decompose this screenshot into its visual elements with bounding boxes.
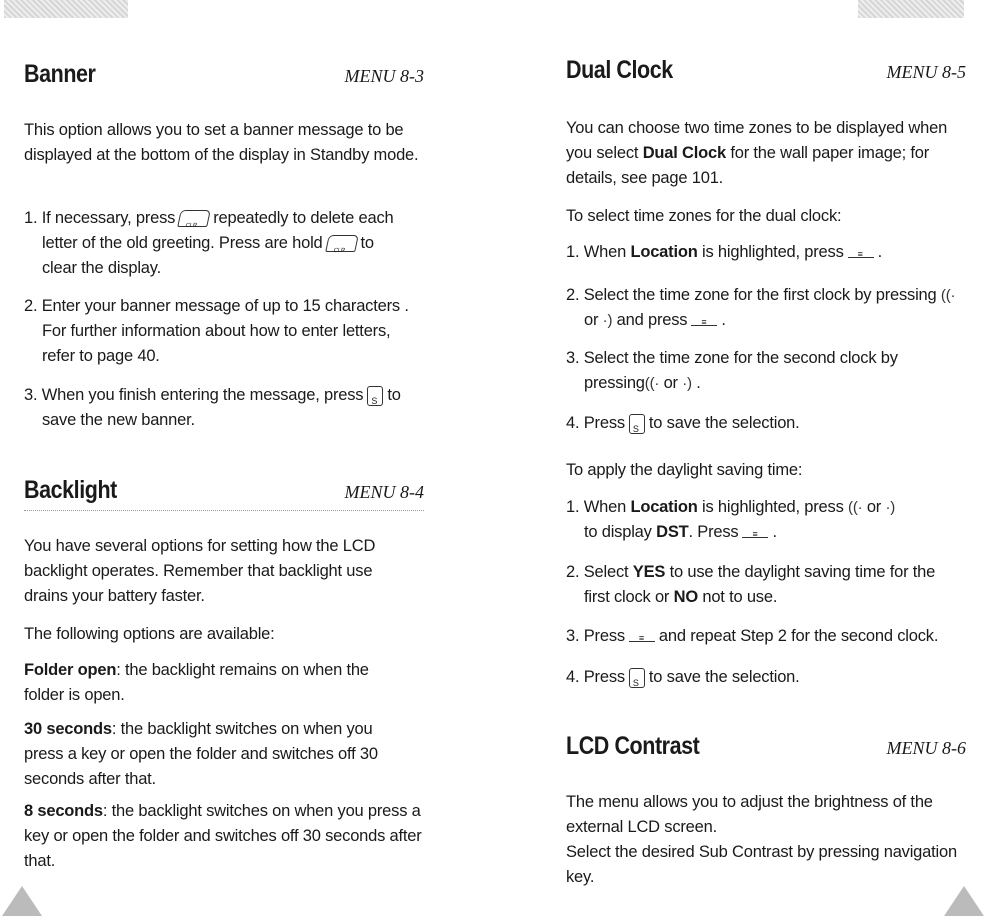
banner-step-3: 3. When you finish entering the message, pressS to save the new banner.: [24, 383, 424, 433]
options-intro: The following options are available:: [24, 625, 275, 643]
divider: [24, 510, 424, 511]
nav-right-key-icon: ·): [682, 375, 692, 392]
zones-intro: To select time zones for the dual clock:: [566, 207, 842, 225]
banner-intro: This option allows you to set a banner message to be displayed at the bottom of the display in Standby mode.: [24, 121, 419, 164]
dst-step-4: 4. PressS to save the selection.: [566, 665, 966, 690]
banner-step-1: 1. If necessary, pressCLR repeatedly to delete each letter of the old greeting. Press are holdCLR to clear the display.: [24, 206, 424, 281]
corner-texture-right: [858, 0, 964, 18]
clear-key-icon: [325, 235, 359, 252]
ok-key-icon: [691, 315, 717, 326]
corner-texture-left: [4, 0, 128, 18]
option-folder-open: Folder open: the backlight remains on when the folder is open.: [24, 661, 369, 704]
section-title: LCD Contrast: [566, 732, 700, 760]
zone-step-1: 1. When Location is highlighted, press≡ .: [566, 240, 966, 265]
lcd-paragraph-1: The menu allows you to adjust the brightness of the external LCD screen.: [566, 793, 933, 836]
nav-left-key-icon: ((·: [940, 287, 956, 304]
nav-right-key-icon: ·): [885, 499, 896, 516]
dst-intro: To apply the daylight saving time:: [566, 461, 803, 479]
lcd-contrast-header: [566, 732, 966, 761]
section-title: Dual Clock: [566, 56, 673, 84]
zone-step-2: 2. Select the time zone for the first clock by pressing ((· or ·) and press≡ .: [566, 283, 976, 333]
dual-intro: You can choose two time zones to be displayed when you select Dual Clock for the wall paper image; for details, see page 101.: [566, 119, 948, 187]
menu-number: MENU 8-6: [886, 738, 966, 758]
page-corner-right-icon: [944, 886, 984, 916]
option-30-seconds: 30 seconds: the backlight switches on when you press a key or open the folder and switches off 30 seconds after that.: [24, 720, 378, 788]
zone-step-4: 4. PressS to save the selection.: [566, 411, 966, 436]
save-key-icon: [629, 414, 645, 434]
nav-left-key-icon: ((·: [848, 499, 863, 516]
ok-key-icon: [848, 247, 874, 258]
dst-step-2: 2. Select YES to use the daylight saving time for the first clock or NO not to use.: [566, 563, 936, 606]
dst-step-1: 1. When Location is highlighted, press ((· or ·) to display DST. Press≡ .: [566, 495, 976, 545]
dst-step-3: 3. Press≡ and repeat Step 2 for the second clock.: [566, 624, 976, 649]
nav-right-key-icon: ·): [602, 312, 613, 329]
ok-key-icon: [629, 631, 655, 642]
menu-number: MENU 8-5: [886, 62, 966, 82]
save-key-icon: [629, 668, 645, 688]
banner-step-2: 2. Enter your banner message of up to 15 characters . For further information about how to enter letters, refer to page 40.: [24, 297, 409, 365]
option-8-seconds: 8 seconds: the backlight switches on when you press a key or open the folder and switches off 30 seconds after that.: [24, 802, 422, 870]
backlight-intro: You have several options for setting how the LCD backlight operates. Remember that backlight use drains your battery faster.: [24, 537, 376, 605]
page-corner-left-icon: [2, 886, 42, 916]
lcd-paragraph-2: Select the desired Sub Contrast by pressing navigation key.: [566, 843, 957, 886]
section-title: Banner: [24, 60, 96, 88]
banner-header: [24, 60, 424, 89]
zone-step-3: 3. Select the time zone for the second clock by pressing((· or ·) .: [566, 349, 898, 392]
menu-number: MENU 8-4: [344, 482, 424, 502]
clear-key-icon: [177, 210, 211, 227]
ok-key-icon: [742, 527, 768, 538]
backlight-header: [24, 476, 424, 505]
section-title: Backlight: [24, 476, 117, 504]
menu-number: MENU 8-3: [344, 66, 424, 86]
save-key-icon: [367, 386, 383, 406]
dual-clock-header: [566, 56, 966, 85]
nav-left-key-icon: ((·: [644, 375, 660, 392]
